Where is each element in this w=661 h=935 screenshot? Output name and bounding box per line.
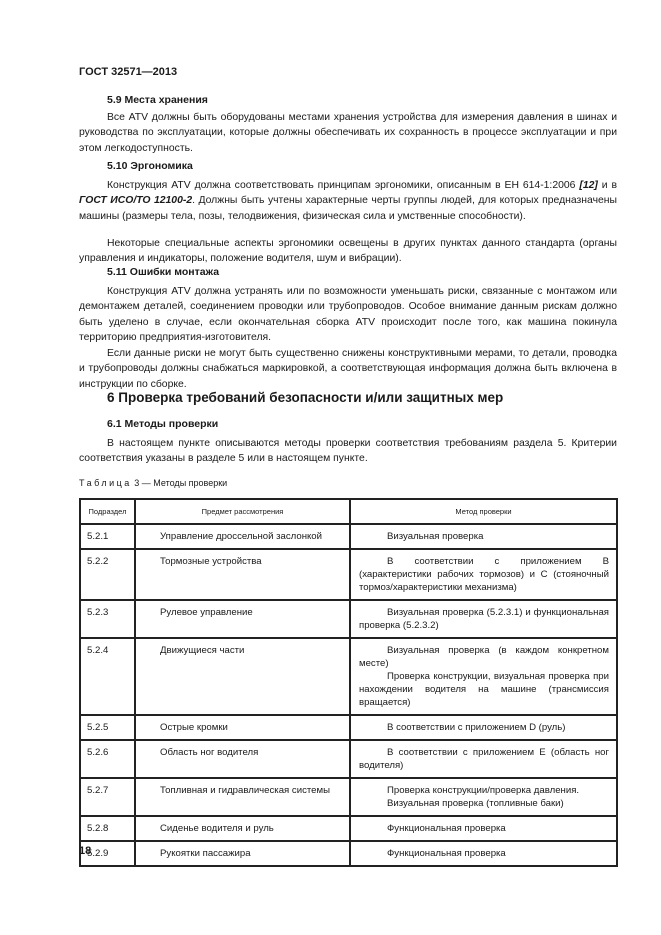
- cell-method: [350, 715, 617, 740]
- section-5-10-paragraph-2: Некоторые специальные аспекты эргономики освещены в других пунктах данного стандарта (органы управления и индикаторы, положение водителя, шум и вибрации).: [79, 238, 617, 265]
- method-line: В соответствии с приложением D (руль): [387, 722, 566, 733]
- caption-label: Таблица: [79, 478, 132, 488]
- table-row: [80, 778, 617, 816]
- cell-method: [350, 549, 617, 600]
- table-caption: [79, 478, 227, 488]
- cell-subsection: 5.2.8: [80, 816, 135, 841]
- cell-subsection: 5.2.4: [80, 638, 135, 715]
- cell-subject: Движущиеся части: [135, 638, 350, 715]
- cell-subsection: 5.2.5: [80, 715, 135, 740]
- section-6-title: 6 Проверка требований безопасности и/или защитных мер: [107, 390, 504, 405]
- section-6-1-paragraph: В настоящем пункте описываются методы проверки соответствия требованиям раздела 5. Критерии соответствия указаны в разделе 5 или в настоящем пункте.: [79, 438, 617, 465]
- section-5-11-paragraph-2: Если данные риски не могут быть существенно снижены конструктивными мерами, то детали, проводка и трубопроводы должны снабжаться маркировкой, а соответствующая информация должна быть включена в инструкции по сборке.: [79, 348, 617, 390]
- table-row: [80, 600, 617, 638]
- method-line: Проверка конструкции, визуальная проверка при нахождении водителя на машине (трансмиссия вращается): [359, 671, 609, 708]
- cell-subject: Топливная и гидравлическая системы: [135, 778, 350, 816]
- table-row: [80, 549, 617, 600]
- header-subject: Предмет рассмотрения: [135, 499, 350, 524]
- section-5-10-title: 5.10 Эргономика: [107, 160, 193, 172]
- reference-link: [12]: [579, 180, 598, 191]
- section-5-10-paragraph-1: [79, 178, 617, 224]
- caption-text: 3 — Методы проверки: [131, 478, 228, 488]
- cell-method: [350, 600, 617, 638]
- section-5-11-paragraph-1: Конструкция ATV должна устранять или по возможности уменьшать риски, связанные с монтажом или демонтажем деталей, соединением проводки или трубопроводов. Особое внимание данным рискам должно быть уделено в случае, если окончательная сборка ATV происходит после того, как машина покинула территорию предприятия-изготовителя.: [79, 286, 617, 344]
- table-row: [80, 816, 617, 841]
- table-header-row: [80, 499, 617, 524]
- document-header: ГОСТ 32571—2013: [79, 66, 178, 78]
- text: и в: [597, 180, 617, 191]
- table-row: [80, 715, 617, 740]
- cell-method: [350, 524, 617, 549]
- section-5-9-paragraph: Все ATV должны быть оборудованы местами хранения устройства для измерения давления в шинах и руководства по эксплуатации, которые должны обеспечивать их сохранность в процессе эксплуатации и при этом легкодоступность.: [79, 112, 617, 154]
- cell-subsection: 5.2.2: [80, 549, 135, 600]
- method-line: Визуальная проверка (в каждом конкретном месте): [359, 645, 609, 669]
- cell-subsection: 5.2.3: [80, 600, 135, 638]
- cell-subject: Острые кромки: [135, 715, 350, 740]
- cell-method: [350, 778, 617, 816]
- cell-subsection: 5.2.7: [80, 778, 135, 816]
- cell-subsection: 5.2.1: [80, 524, 135, 549]
- cell-method: [350, 638, 617, 715]
- cell-subject: Сиденье водителя и руль: [135, 816, 350, 841]
- text: . Должны быть учтены характерные черты группы людей, для которых предназначены машины (размеры тела, позы, телодвижения, физическая сила и умственные способности).: [79, 195, 617, 222]
- method-line: В соответствии с приложением E (область ног водителя): [359, 747, 609, 771]
- table-row: [80, 524, 617, 549]
- cell-method: [350, 841, 617, 866]
- cell-method: [350, 816, 617, 841]
- section-5-9-title: 5.9 Места хранения: [107, 94, 208, 106]
- section-5-11-title: 5.11 Ошибки монтажа: [107, 266, 220, 278]
- standard-reference: ГОСТ ИСО/ТО 12100-2: [79, 195, 193, 207]
- method-line: Визуальная проверка: [387, 531, 484, 542]
- method-line: Визуальная проверка (топливные баки): [387, 798, 564, 809]
- method-line: Функциональная проверка: [387, 848, 506, 859]
- method-line: Визуальная проверка (5.2.3.1) и функциональная проверка (5.2.3.2): [359, 607, 609, 631]
- method-line: В соответствии с приложением B (характеристики рабочих тормозов) и C (стояночный тормоз/характеристики механизма): [359, 556, 609, 593]
- table-row: [80, 841, 617, 866]
- table-row: [80, 740, 617, 778]
- verification-methods-table: [79, 498, 618, 867]
- cell-method: [350, 740, 617, 778]
- page-number: 18: [79, 845, 92, 857]
- section-6-1-title: 6.1 Методы проверки: [107, 418, 219, 430]
- method-line: Проверка конструкции/проверка давления.: [387, 785, 580, 796]
- cell-subject: Область ног водителя: [135, 740, 350, 778]
- table-row: [80, 638, 617, 715]
- header-subsection: Подраздел: [80, 499, 135, 524]
- cell-subject: Управление дроссельной заслонкой: [135, 524, 350, 549]
- cell-subject: Тормозные устройства: [135, 549, 350, 600]
- text: Конструкция ATV должна соответствовать принципам эргономики, описанным в ЕН 614-1:2006: [107, 180, 580, 191]
- cell-subsection: 5.2.9: [80, 841, 135, 866]
- header-method: Метод проверки: [350, 499, 617, 524]
- cell-subsection: 5.2.6: [80, 740, 135, 778]
- cell-subject: Рулевое управление: [135, 600, 350, 638]
- method-line: Функциональная проверка: [387, 823, 506, 834]
- cell-subject: Рукоятки пассажира: [135, 841, 350, 866]
